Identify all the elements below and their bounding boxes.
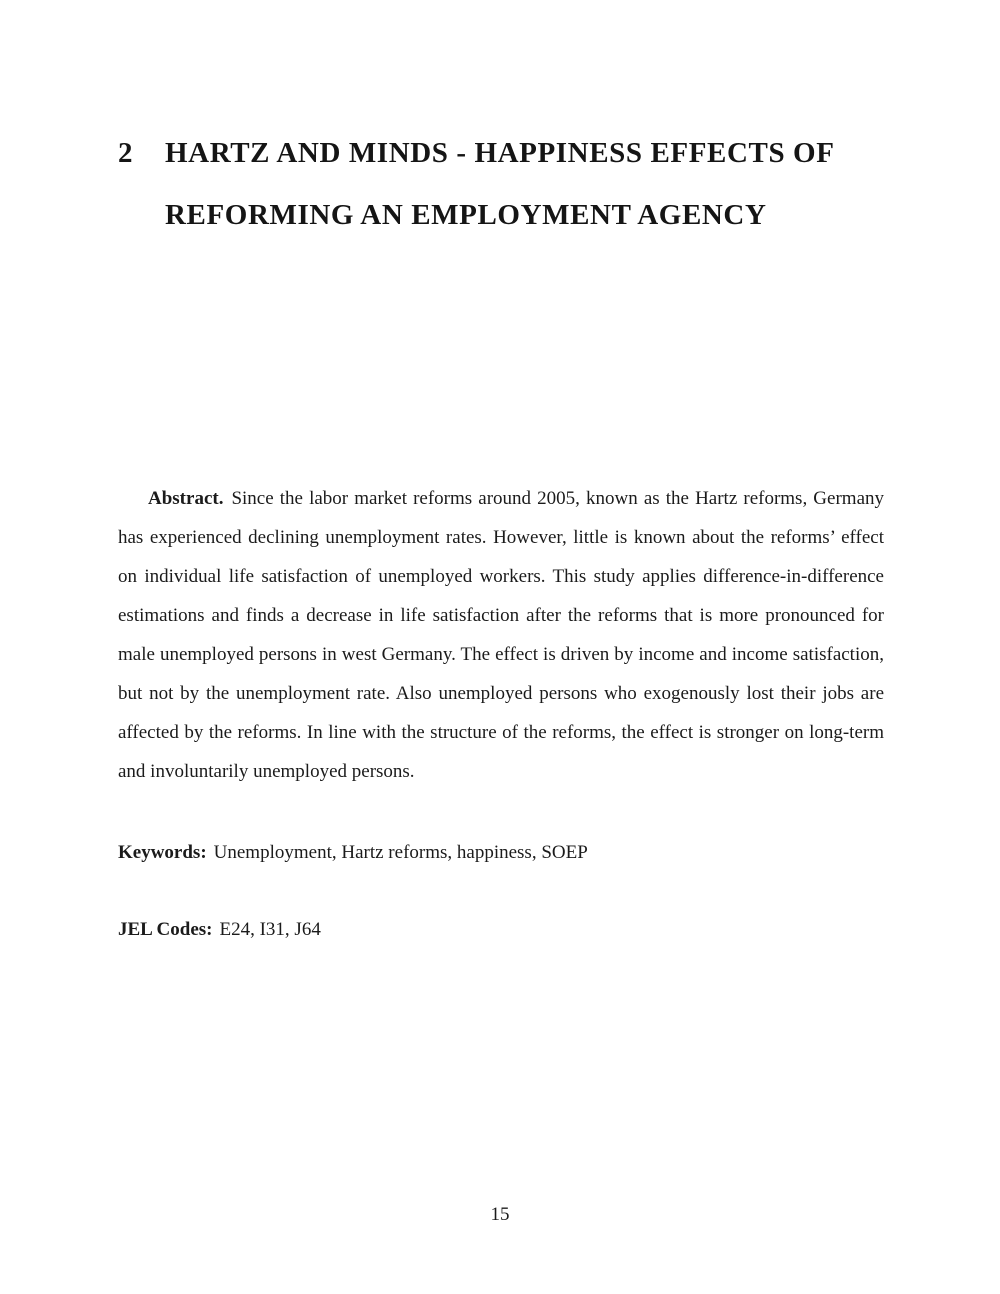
jel-codes-text: E24, I31, J64	[219, 919, 321, 940]
section-heading	[118, 122, 908, 246]
abstract-paragraph	[118, 479, 884, 791]
page-number: 15	[490, 1204, 510, 1225]
jel-codes-line	[118, 910, 884, 949]
jel-codes-label: JEL Codes:	[118, 919, 213, 940]
abstract-text: Since the labor market reforms around 2005, known as the Hartz reforms, Germany has experienced declining unemployment rates. However, little is known about the reforms’ effect on individual life satisfaction of unemployed workers. This study applies difference-in-difference estimations and finds a decrease in life satisfaction after the reforms that is more pronounced for male unemployed persons in west Germany. The effect is driven by income and income satisfaction, but not by the unemployment rate. Also unemployed persons who exogenously lost their jobs are affected by the reforms. In line with the structure of the reforms, the effect is stronger on long-term and involuntarily unemployed persons.	[118, 488, 884, 782]
section-title	[165, 122, 908, 246]
section-number: 2	[118, 137, 134, 169]
section-title-line-2: REFORMING AN EMPLOYMENT AGENCY	[165, 199, 767, 231]
keywords-text: Unemployment, Hartz reforms, happiness, SOEP	[213, 842, 588, 863]
keywords-line	[118, 833, 884, 872]
keywords-label: Keywords:	[118, 842, 207, 863]
abstract-label: Abstract.	[148, 488, 224, 509]
section-title-line-1: HARTZ AND MINDS - HAPPINESS EFFECTS OF	[165, 137, 835, 169]
